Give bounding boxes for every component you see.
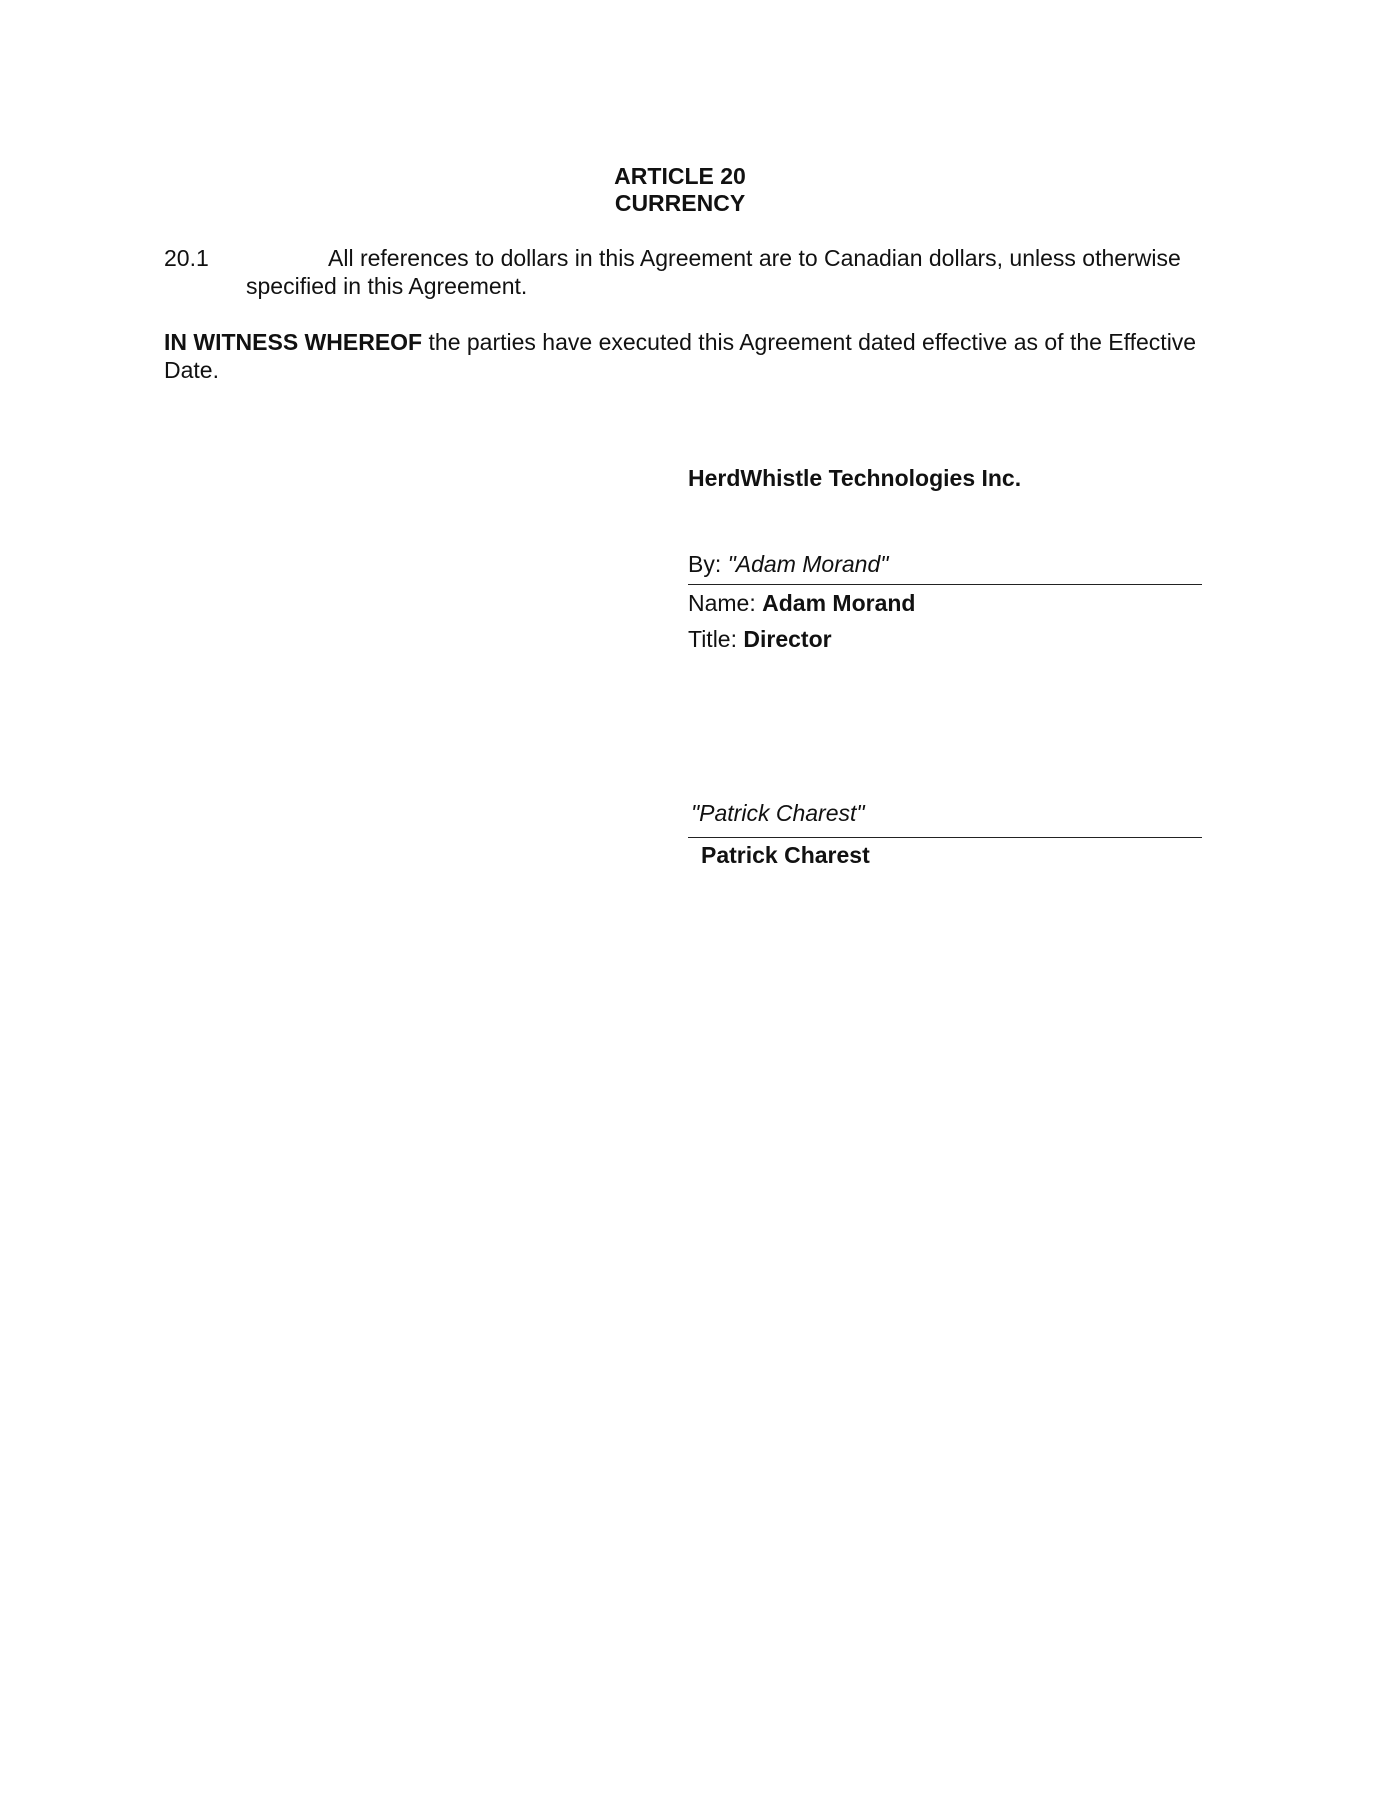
individual-signature-line	[688, 799, 1202, 838]
company-signature: "Adam Morand"	[727, 551, 889, 577]
individual-printed-name: Patrick Charest	[701, 842, 870, 868]
name-label: Name:	[688, 590, 763, 616]
signatory-title-line	[688, 625, 1202, 653]
article-title: CURRENCY	[614, 190, 746, 216]
witness-text-line2: Date.	[164, 357, 219, 383]
individual-name-line	[688, 841, 1202, 869]
clause-text-line1: All references to dollars in this Agreement are to Canadian dollars, unless otherwise	[328, 245, 1181, 271]
by-label: By:	[688, 551, 728, 577]
signatory-name-line	[688, 589, 1202, 617]
company-signature-line	[688, 550, 1202, 585]
title-label: Title:	[688, 626, 744, 652]
witness-paragraph	[164, 328, 1254, 384]
signatory-title: Director	[743, 626, 832, 652]
article-heading	[0, 163, 1400, 217]
witness-lead: IN WITNESS WHEREOF	[164, 329, 423, 355]
article-number-line	[0, 163, 1400, 190]
witness-text-line1: the parties have executed this Agreement dated effective as of the Effective	[422, 329, 1197, 355]
signatory-name: Adam Morand	[762, 590, 916, 616]
company-name: HerdWhistle Technologies Inc.	[688, 465, 1022, 491]
individual-signature: "Patrick Charest"	[691, 800, 865, 826]
clause-number: 20.1	[164, 245, 209, 271]
article-title-line	[0, 190, 1400, 217]
clause-text-line2: specified in this Agreement.	[246, 273, 528, 299]
article-number: ARTICLE 20	[614, 163, 746, 189]
